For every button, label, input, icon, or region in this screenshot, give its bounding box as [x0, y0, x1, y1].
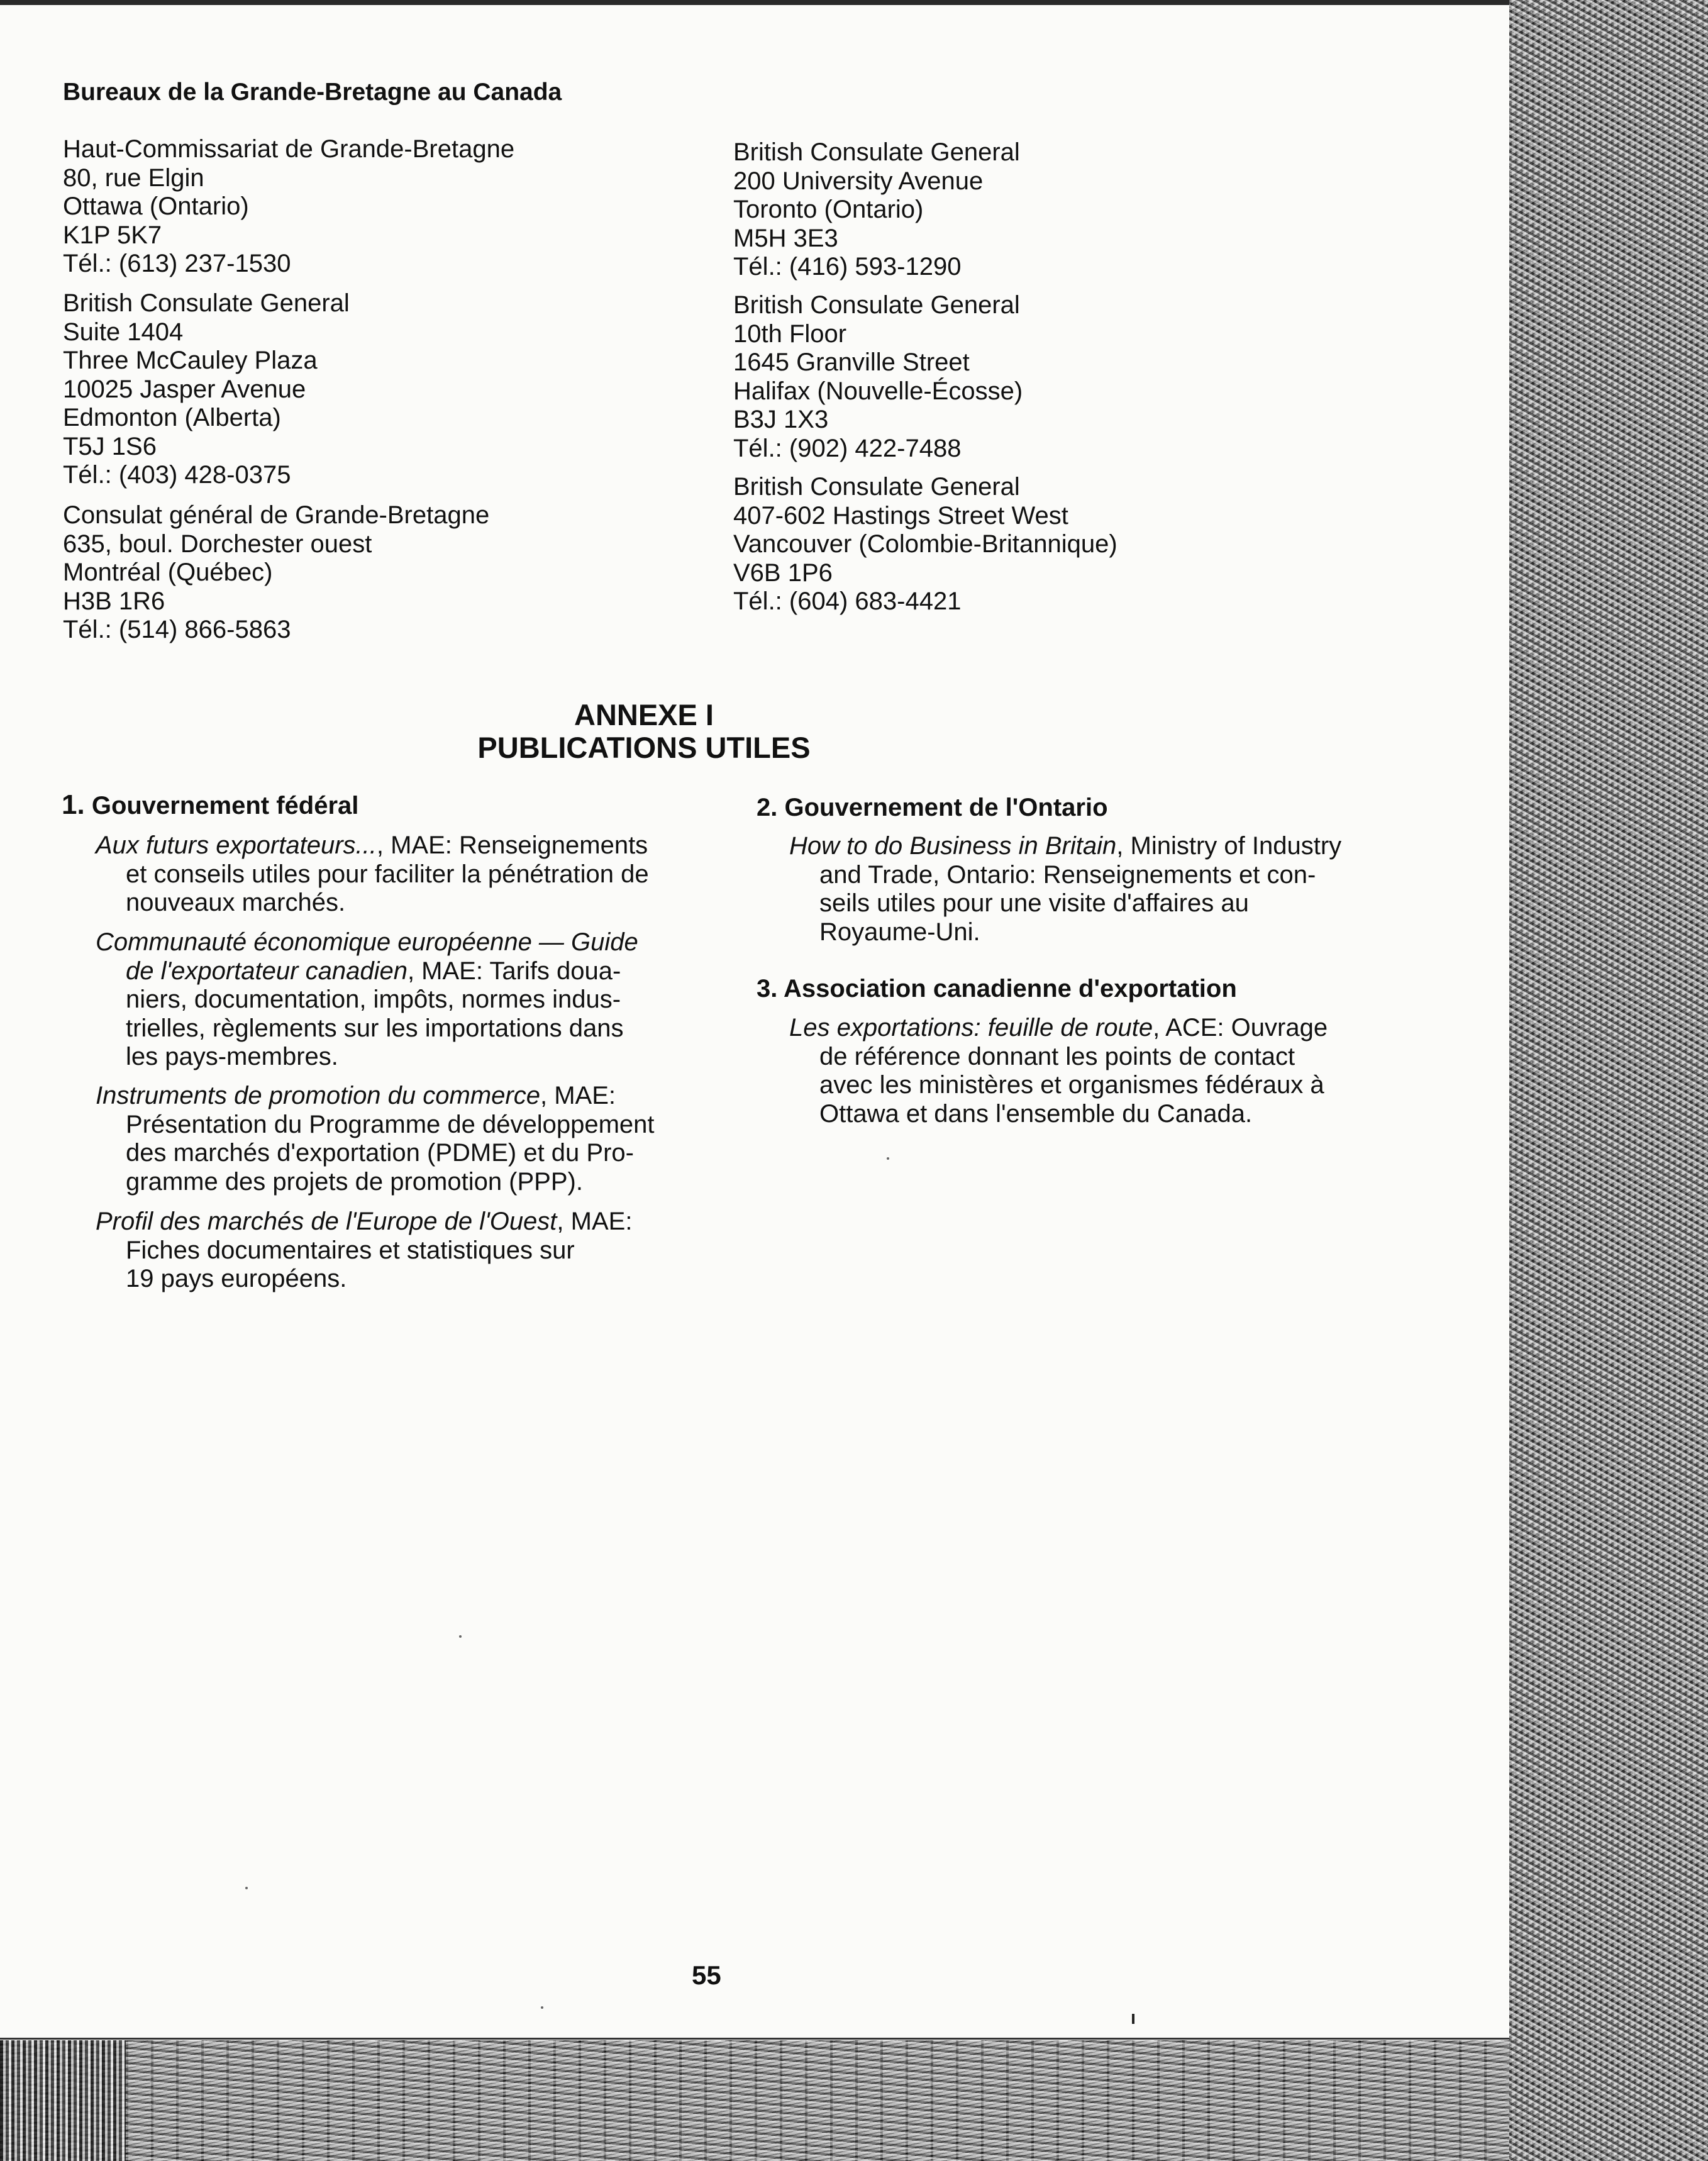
office-line: Three McCauley Plaza	[63, 347, 318, 374]
publication-meta: , MAE: Tarifs doua-	[407, 957, 621, 985]
publication-text: de référence donnant les points de contact	[819, 1042, 1295, 1070]
annex-subtitle: PUBLICATIONS UTILES	[477, 731, 811, 764]
office-vancouver	[733, 473, 1117, 616]
office-line: K1P 5K7	[63, 221, 162, 249]
section-heading	[757, 794, 1108, 823]
office-line: 635, boul. Dorchester ouest	[63, 530, 372, 558]
publication-meta: , MAE: Renseignements	[376, 831, 648, 859]
office-line: 10th Floor	[733, 319, 847, 348]
publication-text: seils utiles pour une visite d'affaires au	[819, 889, 1249, 917]
office-line: Edmonton (Alberta)	[63, 404, 281, 431]
scan-edge-right	[1509, 0, 1708, 2161]
publication-text: Présentation du Programme de développement	[126, 1110, 655, 1138]
offices-title: Bureaux de la Grande-Bretagne au Canada	[63, 79, 562, 106]
office-phone: Tél.: (403) 428-0375	[63, 461, 291, 489]
publication-title: Communauté économique européenne — Guide	[96, 928, 638, 956]
section-number: 1.	[62, 789, 85, 820]
publication-entry	[789, 1014, 1328, 1128]
office-line: 200 University Avenue	[733, 167, 984, 195]
publication-title: Profil des marchés de l'Europe de l'Ouest	[96, 1208, 557, 1235]
publication-text: niers, documentation, impôts, normes indus-	[126, 986, 621, 1013]
publication-entry	[96, 1208, 632, 1294]
publication-meta: , Ministry of Industry	[1116, 832, 1342, 860]
office-line: 1645 Granville Street	[733, 348, 970, 376]
office-ottawa	[63, 135, 514, 279]
section-title: Gouvernement fédéral	[91, 792, 359, 819]
office-line: British Consulate General	[733, 473, 1020, 501]
office-line: Halifax (Nouvelle-Écosse)	[733, 377, 1023, 405]
publication-text: les pays-membres.	[126, 1043, 338, 1070]
publication-text: and Trade, Ontario: Renseignements et con-	[819, 860, 1316, 889]
publication-title: How to do Business in Britain	[789, 832, 1117, 860]
office-line: M5H 3E3	[733, 224, 838, 252]
office-phone: Tél.: (514) 866-5863	[63, 616, 291, 643]
publication-entry	[96, 831, 649, 918]
publication-title: Aux futurs exportateurs...	[96, 831, 377, 859]
publication-title: Instruments de promotion du commerce	[96, 1082, 540, 1109]
office-line: H3B 1R6	[63, 587, 165, 615]
publication-text: avec les ministères et organismes fédéraux à	[819, 1071, 1324, 1099]
office-line: Consulat général de Grande-Bretagne	[63, 501, 490, 529]
office-phone: Tél.: (613) 237-1530	[63, 250, 291, 277]
publication-entry	[96, 1082, 655, 1196]
section-title: Gouvernement de l'Ontario	[784, 794, 1108, 821]
publication-text: Ottawa et dans l'ensemble du Canada.	[819, 1099, 1253, 1128]
office-line: British Consulate General	[63, 289, 350, 317]
office-line: Vancouver (Colombie-Britannique)	[733, 530, 1117, 558]
office-line: 10025 Jasper Avenue	[63, 375, 306, 403]
annex-title: ANNEXE I	[574, 698, 714, 731]
publication-entry	[96, 928, 638, 1072]
office-phone: Tél.: (416) 593-1290	[733, 253, 962, 281]
scan-mark	[1132, 2014, 1134, 2024]
section-heading	[62, 791, 358, 821]
publication-entry	[789, 832, 1341, 947]
office-line: V6B 1P6	[733, 558, 833, 587]
office-line: 407-602 Hastings Street West	[733, 501, 1068, 530]
section-title: Association canadienne d'exportation	[784, 975, 1237, 1003]
office-line: 80, rue Elgin	[63, 164, 204, 192]
office-line: Suite 1404	[63, 318, 184, 346]
publication-text: 19 pays européens.	[126, 1265, 347, 1292]
top-rule	[0, 0, 1509, 5]
publication-text: trielles, règlements sur les importations dans	[126, 1014, 624, 1042]
publication-text: Royaume-Uni.	[819, 918, 980, 946]
office-line: B3J 1X3	[733, 406, 829, 433]
office-line: Haut-Commissariat de Grande-Bretagne	[63, 135, 515, 163]
section-heading	[757, 975, 1237, 1004]
scan-speck	[245, 1887, 248, 1889]
office-edmonton	[63, 289, 350, 490]
scan-edge-bottom	[0, 2040, 1509, 2161]
publication-text: gramme des projets de promotion (PPP).	[126, 1167, 583, 1196]
office-line: Ottawa (Ontario)	[63, 192, 249, 220]
publication-meta: , MAE:	[557, 1208, 633, 1235]
office-phone: Tél.: (604) 683-4421	[733, 587, 962, 615]
scan-speck	[887, 1157, 889, 1160]
scan-speck	[459, 1635, 462, 1638]
office-line: British Consulate General	[733, 138, 1020, 166]
section-number: 2.	[757, 794, 778, 821]
publication-title: Les exportations: feuille de route	[789, 1014, 1153, 1042]
publication-meta: , ACE: Ouvrage	[1153, 1014, 1328, 1042]
publication-meta: , MAE:	[540, 1082, 616, 1109]
publication-text: nouveaux marchés.	[126, 889, 346, 916]
office-line: Toronto (Ontario)	[733, 196, 924, 223]
office-montreal	[63, 501, 489, 645]
publication-title-cont: de l'exportateur canadien	[126, 957, 408, 985]
office-toronto	[733, 138, 1020, 282]
page-number: 55	[692, 1960, 721, 1990]
office-line: British Consulate General	[733, 291, 1020, 319]
scan-speck	[541, 2006, 543, 2009]
publication-text: et conseils utiles pour faciliter la pénétration de	[126, 860, 649, 888]
office-phone: Tél.: (902) 422-7488	[733, 434, 962, 462]
office-line: Montréal (Québec)	[63, 558, 273, 586]
publication-text: des marchés d'exportation (PDME) et du Pro-	[126, 1139, 634, 1167]
publication-text: Fiches documentaires et statistiques sur	[126, 1236, 575, 1264]
office-halifax	[733, 291, 1023, 463]
section-number: 3.	[757, 975, 778, 1003]
office-line: T5J 1S6	[63, 432, 157, 460]
